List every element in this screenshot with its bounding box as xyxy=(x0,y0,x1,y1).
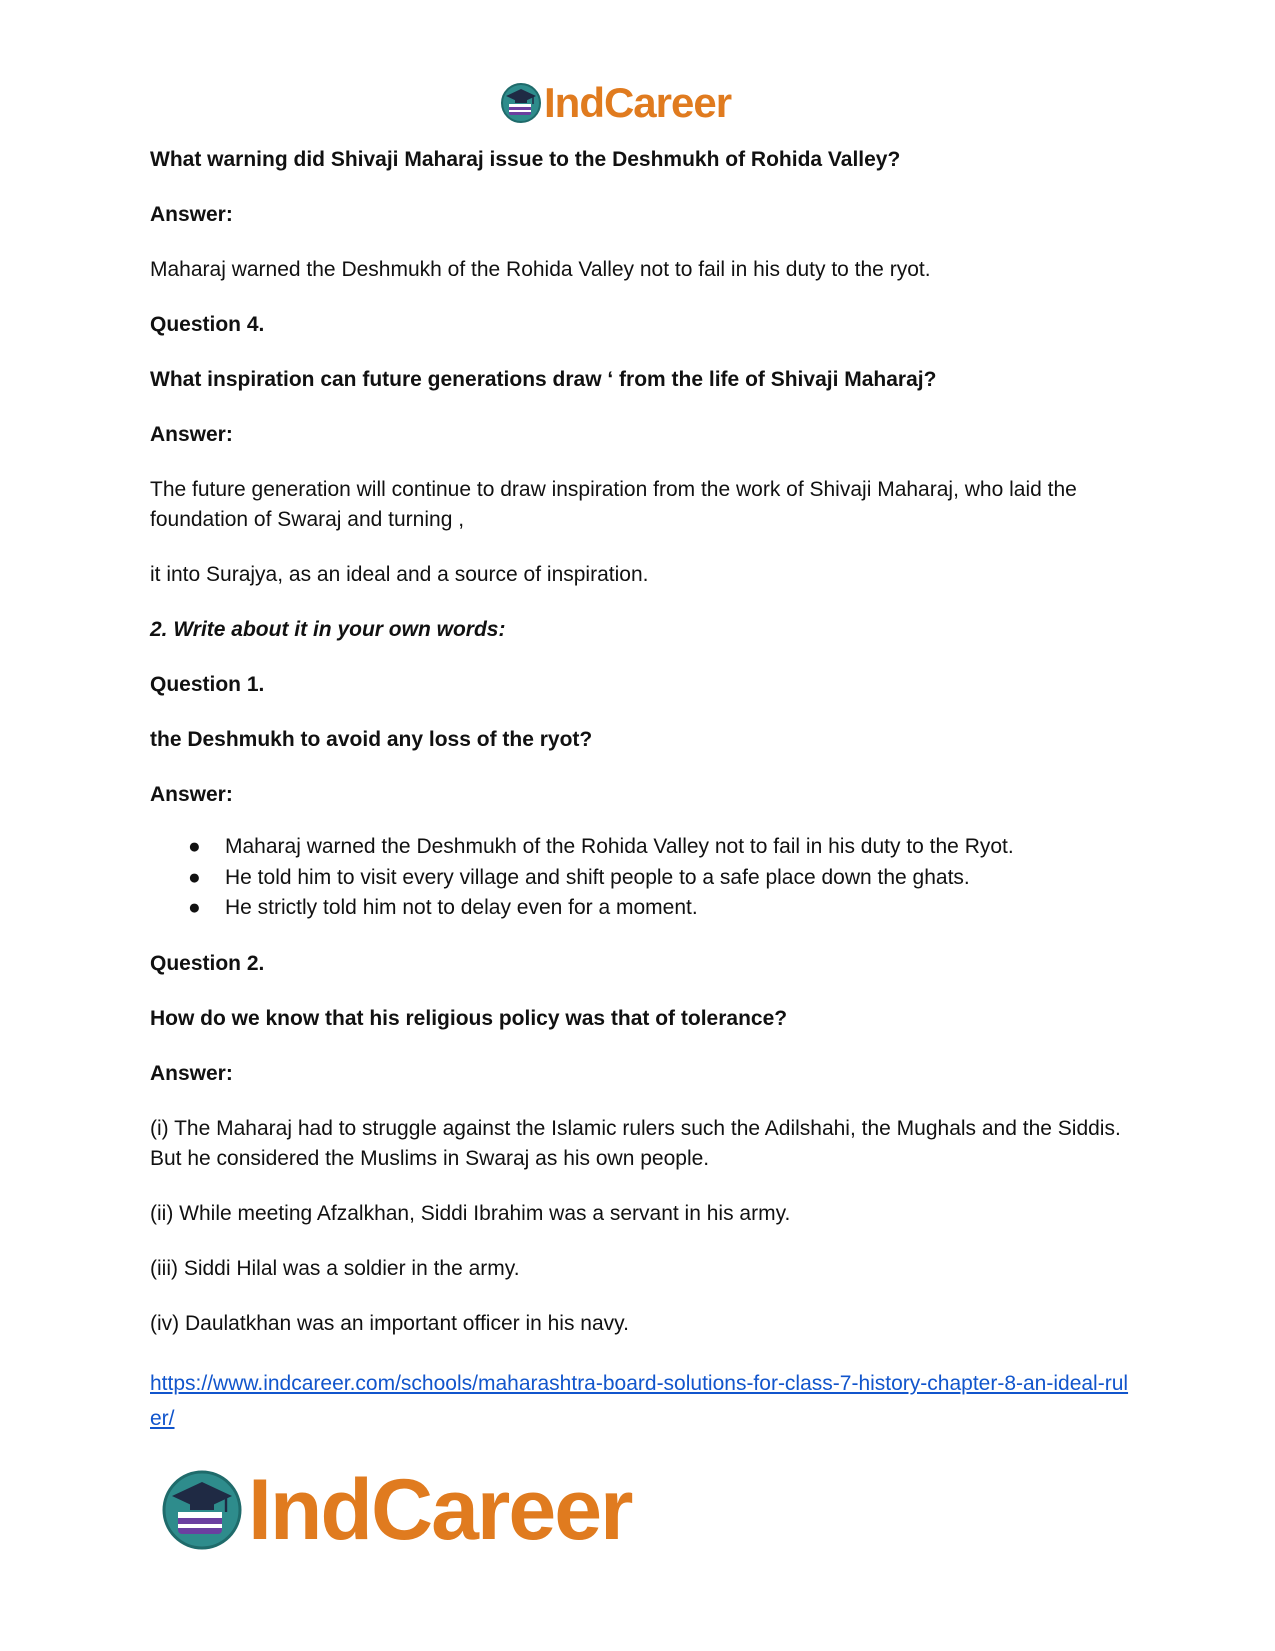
heading-paragraph: How do we know that his religious policy was that of tolerance? xyxy=(150,1006,788,1030)
list-item-text: Maharaj warned the Deshmukh of the Rohida Valley not to fail in his duty to the Ryot. xyxy=(225,835,1014,858)
bullet-marker: ● xyxy=(188,896,201,919)
heading-paragraph: Answer: xyxy=(150,423,233,446)
heading-paragraph: the Deshmukh to avoid any loss of the ryot? xyxy=(150,728,593,751)
list-item xyxy=(150,832,1135,863)
body-paragraph: The future generation will continue to draw inspiration from the work of Shivaji Maharaj, who laid the foundation of Swaraj and turning , xyxy=(150,478,1077,531)
graduation-book-icon xyxy=(160,1468,244,1552)
bullet-marker: ● xyxy=(188,865,201,889)
heading-paragraph: What warning did Shivaji Maharaj issue to the Deshmukh of Rohida Valley? xyxy=(150,148,901,171)
heading-paragraph: What inspiration can future generations draw ‘ from the life of Shivaji Maharaj? xyxy=(150,368,937,391)
paragraphs-before-list xyxy=(150,145,1135,810)
list-item-text: He strictly told him not to delay even for a moment. xyxy=(225,896,698,919)
header-logo-text: IndCareer xyxy=(544,79,732,126)
body-paragraph: Maharaj warned the Deshmukh of the Rohida Valley not to fail in his duty to the ryot. xyxy=(150,258,931,281)
body-paragraph: it into Surajya, as an ideal and a source of inspiration. xyxy=(150,563,649,586)
heading-paragraph: Question 4. xyxy=(150,313,265,336)
list-item xyxy=(150,893,1135,924)
heading-paragraph: Question 2. xyxy=(150,951,265,975)
footer-logo-text: IndCareer xyxy=(248,1461,632,1558)
paragraphs-after-list xyxy=(150,949,1135,1339)
heading-paragraph: 2. Write about it in your own words: xyxy=(150,618,506,641)
list-item-text: He told him to visit every village and shift people to a safe place down the ghats. xyxy=(225,865,970,889)
heading-paragraph: Question 1. xyxy=(150,673,265,696)
bullet-marker: ● xyxy=(188,835,201,858)
heading-paragraph: Answer: xyxy=(150,203,233,226)
body-paragraph: (iii) Siddi Hilal was a soldier in the army. xyxy=(150,1256,520,1280)
body-paragraph: (ii) While meeting Afzalkhan, Siddi Ibrahim was a servant in his army. xyxy=(150,1201,791,1225)
body-paragraph: (i) The Maharaj had to struggle against the Islamic rulers such the Adilshahi, the Mughals and the Siddis. But he considered the Muslims in Swaraj as his own people. xyxy=(150,1116,1121,1170)
list-item xyxy=(150,863,1135,894)
footer-logo xyxy=(160,1460,632,1560)
main-content xyxy=(150,145,1135,1436)
heading-paragraph: Answer: xyxy=(150,783,233,806)
heading-paragraph: Answer: xyxy=(150,1061,233,1085)
graduation-book-icon xyxy=(500,82,542,124)
answer-bullet-list xyxy=(150,832,1135,924)
body-paragraph: (iv) Daulatkhan was an important officer in his navy. xyxy=(150,1311,629,1335)
header-logo xyxy=(500,78,731,128)
source-link[interactable]: https://www.indcareer.com/schools/maharashtra-board-solutions-for-class-7-history-chapter-8-an-ideal-ruler/ xyxy=(150,1371,1129,1430)
